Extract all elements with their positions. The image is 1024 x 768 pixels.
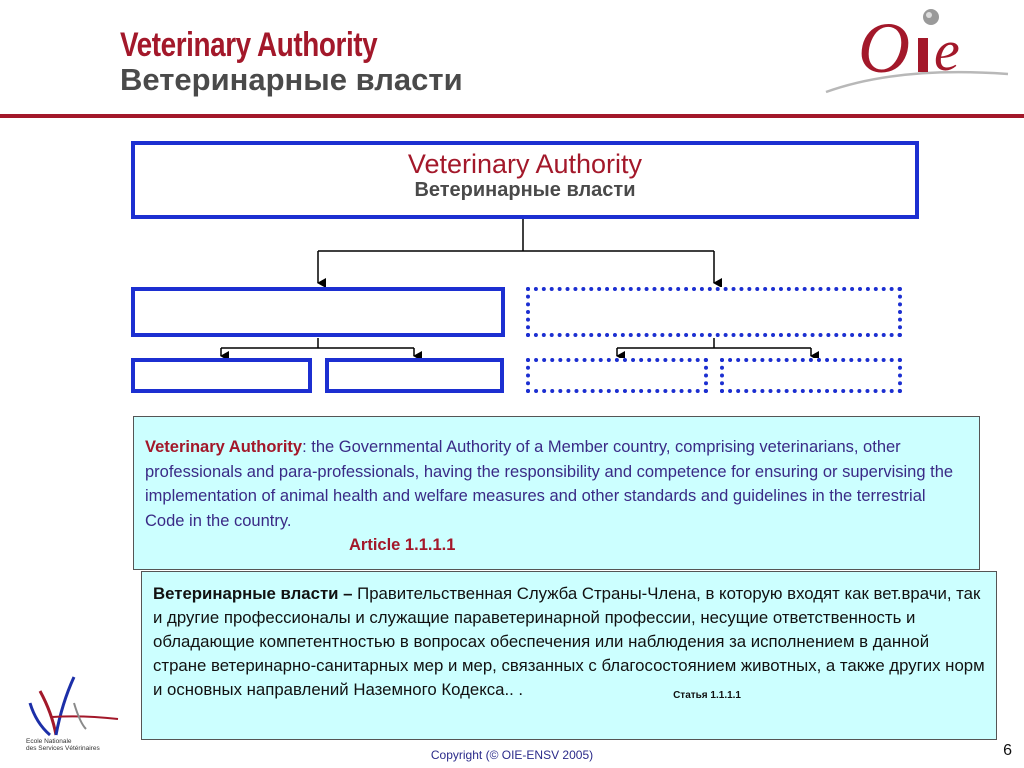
org-box-right-b	[720, 358, 902, 393]
org-box-right	[526, 287, 902, 337]
article-reference-ru: Статья 1.1.1.1	[673, 690, 741, 701]
definition-term-en: Veterinary Authority	[145, 438, 303, 456]
slide-title-en: Veterinary Authority	[120, 26, 378, 64]
org-box-left	[131, 287, 505, 337]
definition-term-ru: Ветеринарные власти –	[153, 584, 358, 603]
page-number: 6	[1003, 742, 1012, 759]
svg-text:O: O	[858, 8, 910, 88]
article-reference-en: Article 1.1.1.1	[349, 536, 456, 554]
definition-box-en	[133, 416, 980, 570]
ensv-logo-text-2: des Services Vétérinaires	[26, 745, 100, 752]
definition-text-ru: Правительственная Служба Страны-Члена, в которую входят как вет.врачи, так и другие профессионалы и служащие параветеринарной профессии, несущие ответственность и обладающие компетентностью в вопросах обеспечения или наблюдения за исполнением в данной стране ветеринарно-санитарных мер и мер, связанных с благосостоянием животных, а также других норм и основных направлений Наземного Кодекса.. .	[153, 584, 985, 699]
copyright-text: Copyright (© OIE-ENSV 2005)	[430, 748, 594, 762]
ensv-logo-text-1: Ecole Nationale	[26, 738, 72, 745]
org-top-title-en: Veterinary Authority	[407, 149, 643, 179]
org-box-right-a	[526, 358, 708, 393]
org-box-left-a	[131, 358, 312, 393]
org-box-left-b	[325, 358, 504, 393]
org-top-title-ru: Ветеринарные власти	[414, 179, 636, 201]
definition-box-ru	[141, 571, 997, 740]
ensv-logo	[22, 673, 132, 753]
definition-text-en: : the Governmental Authority of a Member country, comprising veterinarians, other professionals and para-professionals, having the responsibility and competence for ensuring or supervising the implementation of animal health and welfare measures and other standards and guidelines in the terrestrial Code in the country.	[145, 438, 954, 530]
slide-title-ru: Ветеринарные власти	[120, 62, 463, 97]
svg-text:e: e	[934, 18, 960, 83]
